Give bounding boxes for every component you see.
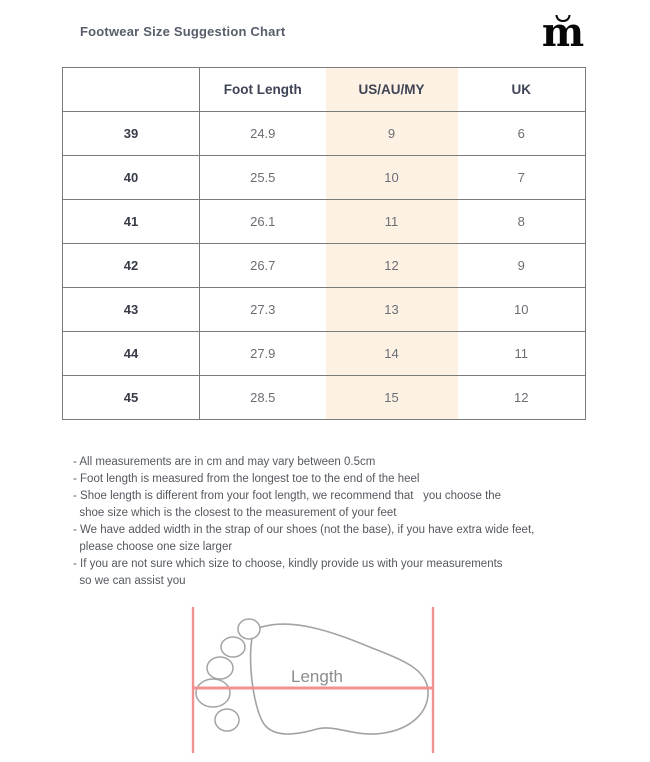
- foot-length-cell: 26.1: [250, 214, 276, 229]
- header-foot-length: Foot Length: [223, 82, 302, 97]
- us-au-my-cell: 10: [384, 170, 399, 185]
- foot-toe-icon: [207, 657, 233, 679]
- note-line: shoe size which is the closest to the measurement of your feet: [73, 507, 397, 519]
- us-au-my-cell: 11: [384, 214, 399, 229]
- size-table: [62, 67, 586, 420]
- logo-letter: m: [541, 9, 585, 56]
- uk-cell: 12: [514, 390, 529, 405]
- us-au-my-cell: 15: [384, 390, 399, 405]
- header-us-au-my: US/AU/MY: [358, 82, 425, 97]
- table-row: [63, 332, 586, 376]
- note-line: - All measurements are in cm and may vary between 0.5cm: [73, 456, 376, 468]
- table-row: [63, 288, 586, 332]
- size-cell: 40: [63, 156, 200, 200]
- foot-length-cell: 28.5: [250, 390, 276, 405]
- note-line: - Shoe length is different from your foot length, we recommend that you choose the: [73, 490, 502, 502]
- foot-length-cell: 27.9: [250, 346, 276, 361]
- table-row: [63, 112, 586, 156]
- foot-measurement-diagram: [170, 594, 450, 762]
- header-row: [63, 68, 586, 112]
- uk-cell: 8: [517, 214, 525, 229]
- size-cell: 43: [63, 288, 200, 332]
- us-au-my-cell: 13: [384, 302, 399, 317]
- size-cell: 45: [63, 376, 200, 420]
- foot-toe-icon: [238, 619, 260, 639]
- foot-diagram-canvas: [170, 594, 450, 762]
- note-line: - We have added width in the strap of our shoes (not the base), if you have extra wide feet,: [73, 524, 535, 536]
- us-au-my-cell: 14: [384, 346, 399, 361]
- foot-toe-icon: [221, 637, 245, 657]
- length-label: Length: [291, 667, 343, 686]
- note-line: - If you are not sure which size to choose, kindly provide us with your measurements: [73, 558, 503, 570]
- page-title: Footwear Size Suggestion Chart: [80, 24, 286, 39]
- foot-toe-icon: [215, 709, 239, 731]
- uk-cell: 10: [514, 302, 529, 317]
- foot-length-cell: 26.7: [250, 258, 276, 273]
- uk-cell: 11: [514, 346, 528, 361]
- size-cell: 44: [63, 332, 200, 376]
- note-line: - Foot length is measured from the longest toe to the end of the heel: [73, 473, 420, 485]
- size-table-body: [63, 112, 586, 420]
- uk-cell: 6: [517, 126, 525, 141]
- uk-cell: 9: [517, 258, 525, 273]
- header-size: [63, 68, 200, 112]
- note-line: so we can assist you: [73, 575, 186, 587]
- size-cell: 42: [63, 244, 200, 288]
- notes-list: [73, 454, 534, 590]
- foot-length-cell: 24.9: [250, 126, 276, 141]
- us-au-my-cell: 12: [384, 258, 399, 273]
- foot-big-toe-icon: [196, 679, 230, 707]
- foot-length-cell: 25.5: [250, 170, 276, 185]
- brand-logo: [541, 8, 585, 58]
- table-row: [63, 376, 586, 420]
- note-line: please choose one size larger: [73, 541, 233, 553]
- size-cell: 41: [63, 200, 200, 244]
- table-row: [63, 156, 586, 200]
- header-uk: UK: [511, 82, 531, 97]
- table-row: [63, 244, 586, 288]
- table-row: [63, 200, 586, 244]
- us-au-my-cell: 9: [387, 126, 396, 141]
- foot-length-cell: 27.3: [250, 302, 276, 317]
- uk-cell: 7: [517, 170, 525, 185]
- size-cell: 39: [63, 112, 200, 156]
